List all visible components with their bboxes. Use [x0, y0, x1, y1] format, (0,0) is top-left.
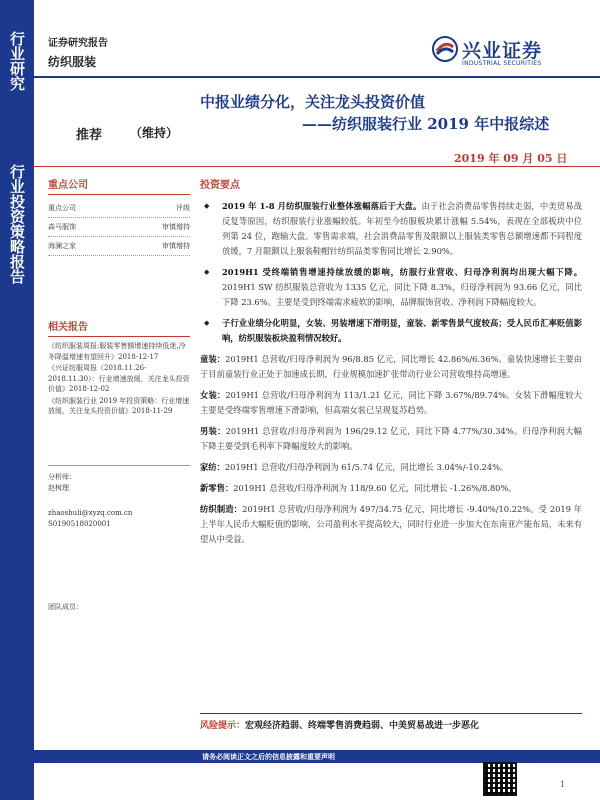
- segment-paragraph: [200, 502, 582, 547]
- related-report-link[interactable]: 《纺织服装行业 2019 年投资策略：行业增速放缓，关注龙头投资价值》2018-11-29: [48, 396, 190, 415]
- logo-mark-icon: [432, 36, 458, 62]
- segment-paragraph: [200, 388, 582, 418]
- highlight-bullet: [200, 316, 582, 346]
- qr-code-icon: [483, 762, 517, 796]
- report-title: 中报业绩分化，关注龙头投资价值: [200, 93, 426, 111]
- page-number: 1: [560, 780, 566, 789]
- rating-label: 推荐: [76, 128, 103, 143]
- key-companies-title: 重点公司: [48, 176, 190, 195]
- bullet-heading: 子行业业绩分化明显，女装、男装增速下滑明显，童装、新零售景气度较高；受人民币汇率贬值影响，纺织服装板块盈利情况较好。: [222, 318, 582, 343]
- segment-text: 2019H1 总营收/归母净利润为 196/29.12 亿元，同比下降 4.77%/30.34%。归母净利润大幅下降主要受到毛利率下降幅度较大的影响。: [200, 426, 582, 451]
- table-row: [48, 237, 190, 256]
- report-date: 2019 年 09 月 05 日: [454, 152, 568, 165]
- segment-paragraph: [200, 481, 582, 496]
- analyst-certificate: S0190518020001: [48, 520, 111, 528]
- related-report-link[interactable]: 《兴证纺服周报（2018.11.26-2018.11.30）：行业增速放缓，关注龙头投资价值》2018-12-02: [48, 364, 190, 393]
- company-name: 森马服饰: [48, 223, 76, 231]
- rating-value: （维持）: [130, 126, 179, 140]
- logo-chinese-text: 兴业证券: [462, 40, 543, 62]
- key-companies-header: [48, 199, 190, 218]
- column-header-rating: 评级: [176, 204, 190, 212]
- sidebar-strip: [0, 0, 34, 800]
- segment-label: 女装：: [200, 390, 226, 400]
- segment-label: 家纺：: [200, 462, 225, 472]
- highlight-bullet: [200, 265, 582, 310]
- analyst-name: 赵树理: [48, 484, 69, 492]
- team-members-label: 团队成员：: [48, 603, 83, 611]
- company-rating: 审慎增持: [162, 223, 190, 231]
- column-header-name: 重点公司: [48, 204, 76, 212]
- analyst-label: 分析师：: [48, 473, 76, 481]
- risk-label: 风险提示：: [200, 721, 246, 731]
- sidebar-top-text: 行业研究: [8, 31, 26, 91]
- segment-text: 2019H1 总营收/归母净利润为 113/1.21 亿元，同比下降 3.67%/89.74%。女装下滑幅度较大主要是受终端零售增速下滑影响，但高端女装已呈现复苏趋势。: [200, 390, 582, 415]
- segment-label: 男装：: [200, 426, 226, 436]
- sidebar-mid-text: 行业投资策略报告: [8, 164, 26, 284]
- bullet-heading: 2019 年 1-8 月纺织服装行业整体涨幅落后于大盘。: [222, 201, 422, 211]
- table-row: [48, 218, 190, 237]
- segment-text: 2019H1 总营收/归母净利润为 61/5.74 亿元，同比增长 3.04%/-10.24%。: [224, 462, 509, 472]
- key-companies-panel: [48, 176, 190, 256]
- segment-text: 2019H1 总营收/归母净利润为 497/34.75 亿元，同比增长 -9.40%/10.22%。受 2019 年上半年人民币大幅贬值的影响，公司盈利水平提高较大，同时行业进一步加大在东南亚产能布局，未来有望从中受益。: [200, 504, 582, 544]
- segment-label: 童装：: [200, 354, 226, 364]
- footer-disclaimer: 请务必阅读正文之后的信息披露和重要声明: [202, 752, 335, 761]
- risk-text: 宏观经济趋弱、终端零售消费趋弱、中美贸易战进一步恶化: [245, 721, 480, 731]
- bullet-heading: 2019H1 受终端销售增速持续放缓的影响，纺服行业营收、归母净利润均出现大幅下降。: [222, 267, 582, 277]
- related-reports-panel: [48, 318, 190, 418]
- header-divider: [34, 76, 600, 78]
- industry-name: 纺织服装: [48, 55, 97, 69]
- document-type: 证券研究报告: [48, 38, 108, 49]
- highlight-bullet: [200, 199, 582, 259]
- segment-paragraph: [200, 460, 582, 475]
- risk-divider: [200, 713, 582, 714]
- report-subtitle: ——纺织服装行业 2019 年中报综述: [302, 115, 550, 133]
- logo-english-text: INDUSTRIAL SECURITIES: [462, 60, 542, 67]
- segment-paragraph: [200, 424, 582, 454]
- investment-highlights-title: 投资要点: [200, 180, 240, 191]
- related-reports-title: 相关报告: [48, 318, 190, 337]
- investment-highlights: [200, 176, 582, 553]
- analyst-email[interactable]: zhaoshuli@xyzq.com.cn: [48, 509, 133, 517]
- bullet-text: 由于社会消费品零售持续走弱，中美贸易战反复等原因，纺织服装行业涨幅较低。年初至今纺服板块累计涨幅 5.54%，表现在全部板块中位列第 24 位，跑输大盘。零售需求端，社会消费品零售及限额以上服装类零售总额增速都不同程度放缓，7 月限额以上服装鞋帽针纺织品类零售同比增长 2.90%。: [222, 201, 582, 256]
- bullet-text: 2019H1 SW 纺织服装总营收为 1335 亿元，同比下降 8.3%，归母净利润为 93.66 亿元，同比下降 23.6%。主要是受到终端需求疲软的影响，品牌服饰营收、净利润下降幅度较大。: [222, 282, 582, 307]
- company-rating: 审慎增持: [162, 242, 190, 250]
- company-name: 海澜之家: [48, 242, 76, 250]
- analyst-info: [48, 465, 190, 530]
- segment-label: 纺织制造：: [200, 504, 243, 514]
- segment-text: 2019H1 总营收/归母净利润为 96/8.85 亿元，同比增长 42.86%/6.36%。童装快速增长主要由于目前童装行业正处于加速成长期，行业规模加速扩张带动行业公司营收维持高增速。: [200, 354, 582, 379]
- company-logo: [432, 32, 582, 72]
- risk-warning: [200, 718, 479, 731]
- related-report-link[interactable]: 《纺织服装周报:服装零售额增速持续低迷,冷冬降温增速有望回升》2018-12-17: [48, 342, 186, 361]
- segment-label: 新零售：: [200, 483, 234, 493]
- segment-paragraph: [200, 352, 582, 382]
- segment-text: 2019H1 总营收/归母净利润为 118/9.60 亿元，同比增长 -1.26%/8.80%。: [233, 483, 517, 493]
- date-divider: [34, 166, 600, 167]
